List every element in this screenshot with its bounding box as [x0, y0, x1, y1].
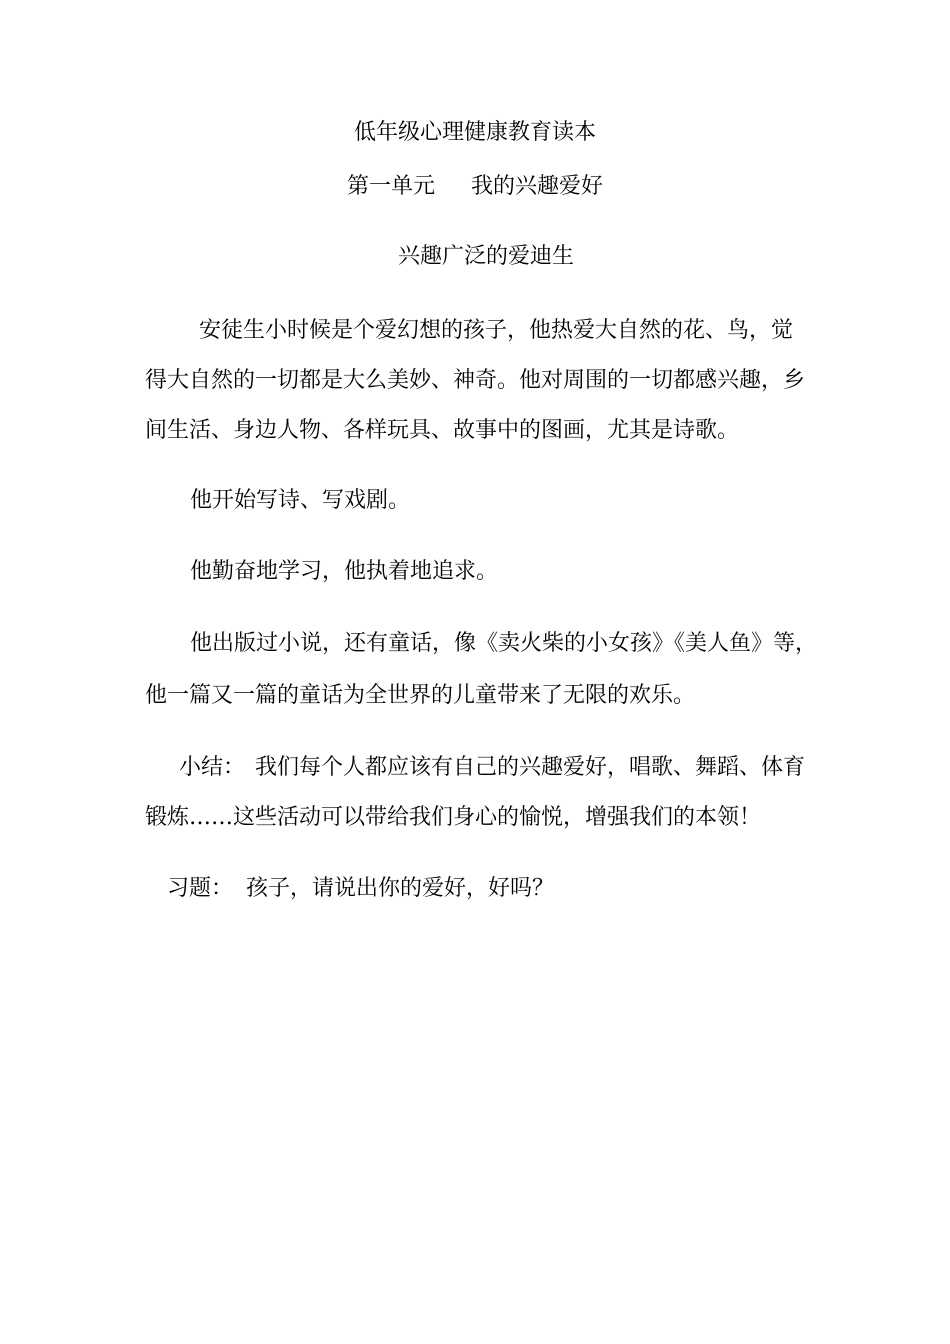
- paragraph-line: 间生活、身边人物、各样玩具、故事中的图画，尤其是诗歌。: [145, 418, 740, 443]
- summary-label: 小结：: [179, 755, 246, 780]
- lesson-title: 兴趣广泛的爱迪生: [398, 244, 575, 269]
- paragraph-line: 他一篇又一篇的童话为全世界的儿童带来了无限的欢乐。: [145, 683, 696, 708]
- paragraph-line: 他出版过小说，还有童话，像《卖火柴的小女孩》《美人鱼》等，: [190, 631, 818, 656]
- paragraph-line: 他开始写诗、写戏剧。: [190, 488, 411, 513]
- paragraph-line: 他勤奋地学习，他执着地追求。: [190, 559, 499, 584]
- summary-line: 锻炼……这些活动可以带给我们身心的愉悦，增强我们的本领！: [145, 805, 762, 830]
- summary-line: 我们每个人都应该有自己的兴趣爱好，唱歌、舞蹈、体育: [255, 755, 806, 780]
- unit-heading: [0, 172, 950, 202]
- document-title: 低年级心理健康教育读本: [353, 120, 596, 145]
- unit-title: 我的兴趣爱好: [471, 174, 604, 199]
- exercise-text: 孩子，请说出你的爱好，好吗？: [246, 876, 555, 901]
- exercise-label: 习题：: [167, 876, 234, 901]
- unit-number: 第一单元: [346, 174, 435, 199]
- paragraph-line: 得大自然的一切都是大么美妙、神奇。他对周围的一切都感兴趣，乡: [145, 368, 806, 393]
- paragraph-line: 安徒生小时候是个爱幻想的孩子，他热爱大自然的花、鸟，觉: [199, 318, 794, 343]
